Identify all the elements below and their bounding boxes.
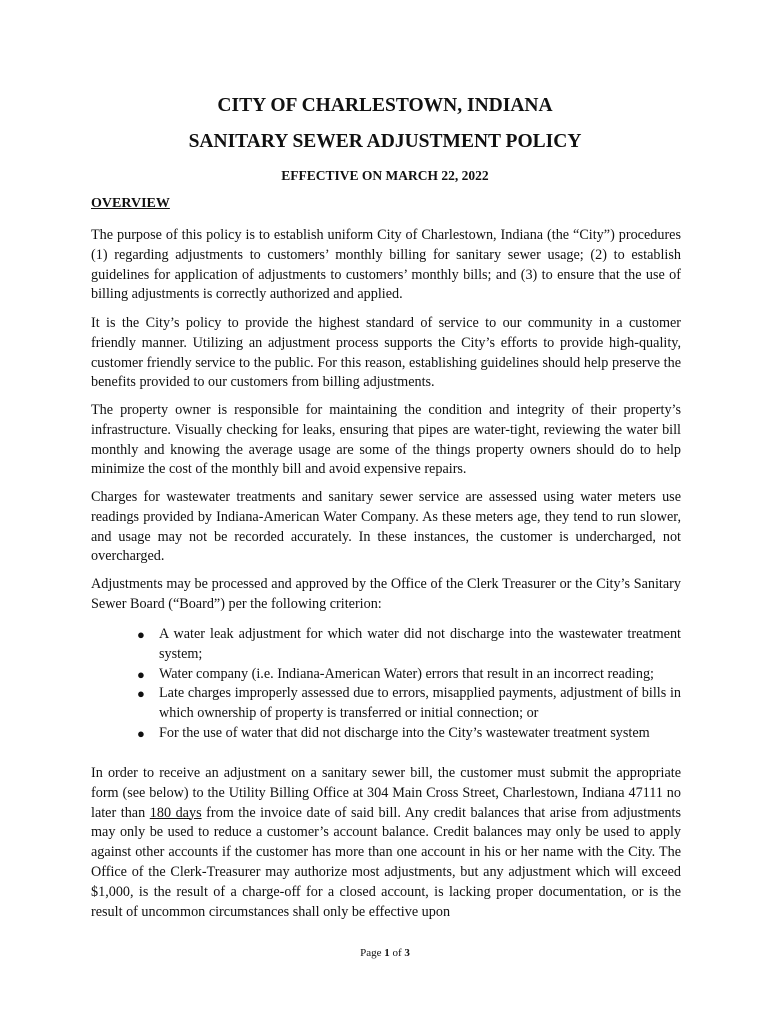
bullet-icon: ●: [137, 627, 145, 642]
bullet-icon: ●: [137, 686, 145, 702]
policy-paragraph: It is the City’s policy to provide the highest standard of service to our community in a customer friendly manner. Utilizing an adjustment process supports the City’s efforts to provide high-quality, customer friendly service to the public. For this reason, establishing guidelines should help preserve the benefits provided to our customers from billing adjustments.: [91, 315, 681, 391]
list-item: ● Water company (i.e. Indiana-American Water) errors that result in an incorrect reading;: [91, 665, 681, 685]
bullet-icon: ●: [137, 666, 145, 682]
effective-date: EFFECTIVE ON MARCH 22, 2022: [281, 168, 489, 183]
list-item: ● A water leak adjustment for which water did not discharge into the wastewater treatment system;: [137, 626, 681, 662]
page-number: Page 1 of 3: [360, 947, 410, 959]
criteria-list: [91, 625, 681, 744]
purpose-paragraph: The purpose of this policy is to establish uniform City of Charlestown, Indiana (the “City”) procedures (1) regarding adjustments to customers’ monthly billing for sanitary sewer usage; (2) to establish guidelines for application of adjustments to customers’ monthly bills; and (3) to ensure that the use of billing adjustments is correctly authorized and applied.: [91, 227, 681, 303]
city-title: CITY OF CHARLESTOWN, INDIANA: [217, 95, 553, 116]
policy-title: SANITARY SEWER ADJUSTMENT POLICY: [188, 131, 582, 152]
charges-paragraph: Charges for wastewater treatments and sanitary sewer service are assessed using water meters use readings provided by Indiana-American Water Company. As these meters age, they tend to run slower, and usage may not be recorded accurately. In these instances, the customer is undercharged, not overcharged.: [91, 489, 681, 565]
adjustments-intro-paragraph: Adjustments may be processed and approved by the Office of the Clerk Treasurer or the City’s Sanitary Sewer Board (“Board”) per the following criterion:: [91, 576, 681, 612]
deadline-days: 180 days: [149, 804, 202, 821]
bullet-icon: ●: [137, 725, 145, 741]
list-item: ● Late charges improperly assessed due to errors, misapplied payments, adjustment of bills in which ownership of property is transferred or initial connection; or: [137, 685, 681, 722]
submission-paragraph: In order to receive an adjustment on a sanitary sewer bill, the customer must submit the appropriate form (see below) to the Utility Billing Office at 304 Main Cross Street, Charlestown, Indiana 47111 no later than 180 days from the invoice date of said bill. Any credit balances that arise from adjustments may only be used to reduce a customer’s account balance. Credit balances may only be used to apply against other accounts if the customer has more than one account in his or her name with the City. The Office of the Clerk-Treasurer may authorize most adjustments, but any adjustment which will exceed $1,000, is the result of a charge-off for a closed account, is lacking proper documentation, or is the result of uncommon circumstances shall only be effective upon: [91, 765, 681, 920]
list-item: ● For the use of water that did not discharge into the City’s wastewater treatment system: [91, 724, 681, 744]
owner-responsibility-paragraph: The property owner is responsible for maintaining the condition and integrity of their property’s infrastructure. Visually checking for leaks, ensuring that pipes are water-tight, reviewing the water bill monthly and knowing the average usage are some of the things property owners should do to help minimize the cost of the monthly bill and avoid expensive repairs.: [91, 402, 681, 478]
overview-heading: OVERVIEW: [91, 196, 170, 211]
